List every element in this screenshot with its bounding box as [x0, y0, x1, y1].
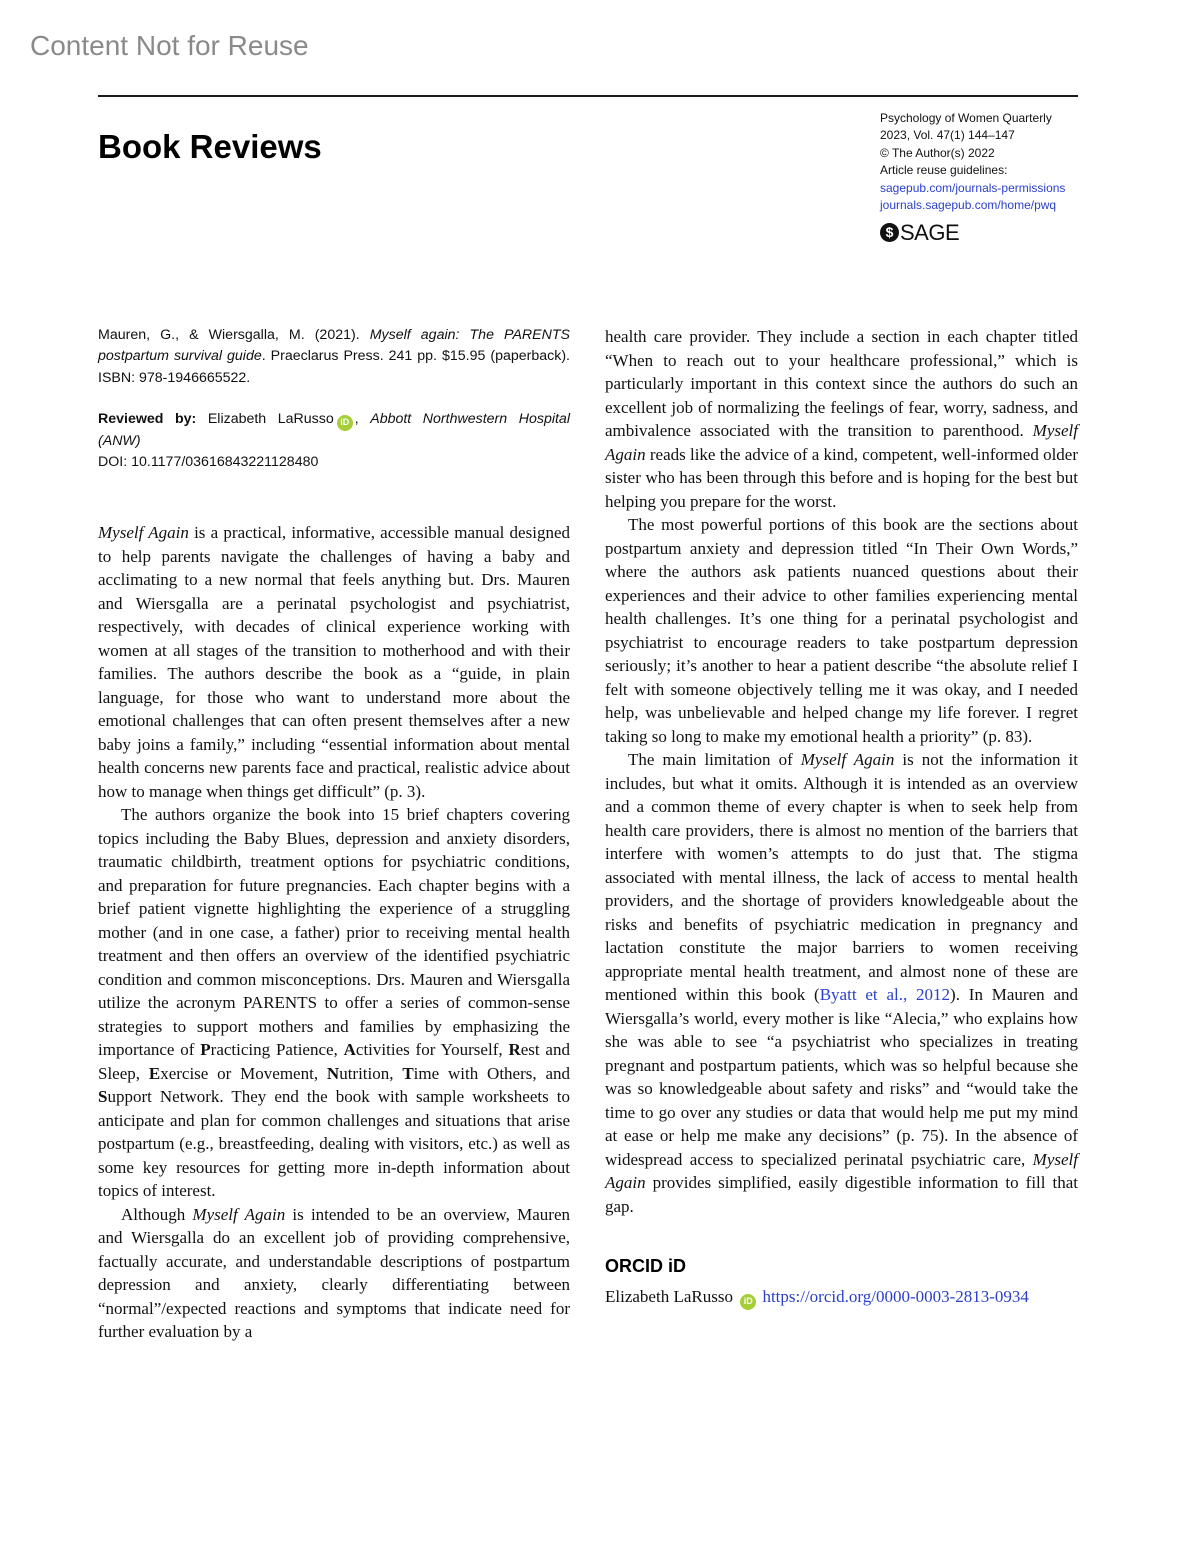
header-rule [98, 95, 1078, 97]
paragraph-5 [605, 748, 1078, 1218]
paragraph-1 [98, 521, 570, 803]
paragraph-3-pre: Although [121, 1204, 193, 1224]
acronym-letter: T [402, 1063, 414, 1083]
paragraph-2 [98, 803, 570, 1203]
citation-details: . Praeclarus Press. 241 pp. $15.95 (paperback). ISBN: 978-1946665522. [98, 348, 570, 386]
book-title-italic: Myself Again [800, 750, 895, 769]
reviewer-name: Elizabeth LaRusso [207, 410, 334, 427]
section-heading: Book Reviews [98, 128, 322, 165]
journal-link[interactable]: journals.sagepub.com/home/pwq [880, 198, 1057, 213]
paragraph-5-text: is not the information it includes, but what it omits. Although it is intended as an overview and a common theme of every chapter is when to seek help from health care providers, there is almost no mention of the barriers that interfere with women’s attempts to do just that. The stigma associated with mental illness, the lack of access to mental health providers, and the shortage of providers knowledgeable about the risks and benefits of psychiatric medication in pregnancy and lactation constitute the major barriers to women receiving appropriate mental health treatment, and almost none of these are mentioned within this book ( [605, 750, 1078, 1004]
journal-name: Psychology of Women Quarterly [880, 111, 1052, 125]
reference-link[interactable]: Byatt et al., 2012 [819, 985, 951, 1004]
acronym-word: xercise or Movement, [160, 1063, 327, 1083]
review-body-right [605, 325, 1078, 1218]
sage-wordmark: SAGE [900, 219, 960, 245]
orcid-icon[interactable]: iD [740, 1294, 756, 1310]
book-citation [98, 325, 570, 389]
reviewer-block: Reviewed by: Elizabeth LaRusso iD , Abbott Northwestern Hospital (ANW) DOI: 10.1177/03616843221128480 [98, 409, 570, 473]
orcid-link[interactable]: https://orcid.org/0000-0003-2813-0934 [762, 1287, 1029, 1306]
book-title-italic: Myself Again [98, 523, 189, 543]
acronym-letter: N [326, 1063, 340, 1083]
book-title-italic: Myself Again [605, 1149, 1078, 1192]
journal-info [880, 110, 1090, 244]
paragraph-4: The most powerful portions of this book are the sections about postpartum anxiety and depression titled “In Their Own Words,” where the authors ask patients nuanced questions about their experiences and their advice to other families experiencing mental health challenges. It’s one thing for a perinatal psychologist and psychiatrist to encourage readers to take postpartum depression seriously; it’s another to hear a patient describe “the absolute relief I felt with someone objectively telling me it was okay, and I needed help, was unbelievable and helped change my life forever. I regret taking so long to make my emotional health a priority” (p. 83). [605, 515, 1078, 746]
doi: DOI: 10.1177/03616843221128480 [98, 453, 319, 470]
acronym-word: racticing Patience, [210, 1040, 344, 1060]
paragraph-5-text-2: ). In Mauren and Wiersgalla’s world, every mother is like “Alecia,” who explains how she was able to see “a psychiatrist who specializes in treating pregnant and postpartum patients, which was so helpful because she was so knowledgeable about safety and risks” and “would take the time to go over any studies or data that would help me put my mind at ease or help me make any decisions” (p. 75). In the absence of widespread access to specialized perinatal psychiatric care, [605, 985, 1078, 1169]
citation-title: Myself again: The PARENTS postpartum survival guide [98, 327, 570, 365]
review-body-left [98, 521, 570, 1344]
paragraph-2-intro: The authors organize the book into 15 brief chapters covering topics including the Baby Blues, depression and anxiety disorders, traumatic childbirth, treatment options for psychiatric conditions, and preparation for future pregnancies. Each chapter begins with a brief patient vignette highlighting the experience of a struggling mother (and in one case, a father) prior to receiving mental health treatment and then offers an overview of the identified psychiatric condition and common misconceptions. Drs. Mauren and Wiersgalla utilize the acronym PARENTS to offer a series of common-sense strategies to support mothers and families by emphasizing the importance of [98, 805, 570, 1060]
reuse-link[interactable]: sagepub.com/journals-permissions [880, 180, 1066, 195]
paragraph-5-pre: The main limitation of [628, 750, 801, 769]
reuse-label: Article reuse guidelines: [880, 163, 1008, 178]
watermark: Content Not for Reuse [30, 30, 309, 61]
orcid-heading: ORCID iD [605, 1256, 686, 1276]
paragraph-3-continued [605, 325, 1078, 513]
book-title-italic: Myself Again [192, 1204, 286, 1224]
orcid-icon[interactable]: iD [337, 415, 353, 431]
copyright: © The Author(s) 2022 [880, 145, 995, 160]
acronym-letter: A [343, 1040, 356, 1060]
reviewer-affiliation: Abbott Northwestern Hospital (ANW) [98, 410, 570, 449]
acronym-word: ime with Others, and [413, 1063, 570, 1083]
acronym-letter: E [148, 1063, 161, 1083]
citation-authors: Mauren, G., & Wiersgalla, M. (2021). [98, 327, 370, 343]
paragraph-1-text: is a practical, informative, accessible manual designed to help parents navigate the challenges of having a baby and acclimating to a new normal that feels anything but. Drs. Mauren and Wiersgalla are a perinatal psychologist and psychiatrist, respectively, with decades of clinical experience working with women at all stages of the transition to motherhood and with their families. The authors describe the book as a “guide, in plain language, for those who want to understand more about the emotional challenges that can often present themselves after a new baby joins a family,” including “essential information about mental health concerns new parents face and practical, realistic advice about how to manage when things get difficult” (p. 3). [98, 523, 570, 801]
orcid-name: Elizabeth LaRusso [605, 1287, 733, 1306]
orcid-entry [605, 1285, 1078, 1310]
acronym-letter: P [200, 1040, 211, 1060]
sage-logo [880, 220, 1090, 244]
paragraph-3 [98, 1203, 570, 1344]
left-column [98, 325, 570, 1344]
paragraph-3-end: reads like the advice of a kind, competent, well-informed older sister who has been through this before and is hoping for the best but helping you prepare for the worst. [605, 444, 1079, 511]
paragraph-3-continued-text: health care provider. They include a section in each chapter titled “When to reach out to your healthcare professional,” which is particularly important in this context since the authors do such an excellent job of normalizing the feelings of fear, worry, sadness, and ambivalence associated with the transition to parenthood. [605, 327, 1078, 440]
acronym-word: upport Network. [107, 1087, 224, 1107]
acronym-letter: S [98, 1087, 108, 1107]
acronym-word: est and Sleep, [98, 1040, 570, 1083]
paragraph-3-text: is intended to be an overview, Mauren and Wiersgalla do an excellent job of providing comprehensive, factually accurate, and understandable descriptions of postpartum depression and anxiety, clearly differentiating between “normal”/expected reactions and symptoms that indicate need for further evaluation by a [98, 1204, 570, 1342]
paragraph-2-outro: They end the book with sample worksheets to anticipate and plan for common challenges and situations that arise postpartum (e.g., breastfeeding, dealing with visitors, etc.) as well as some key resources for getting more in-depth information about topics of interest. [98, 1087, 570, 1201]
journal-volume: 2023, Vol. 47(1) 144–147 [880, 128, 1015, 143]
acronym-word: ctivities for Yourself, [355, 1040, 509, 1060]
paragraph-5-end: provides simplified, easily digestible information to fill that gap. [605, 1173, 1078, 1216]
acronym-letter: R [508, 1040, 521, 1060]
book-title-italic: Myself Again [605, 421, 1078, 464]
acronym-word: utrition, [339, 1063, 403, 1083]
right-column [605, 325, 1078, 1310]
reviewer-label: Reviewed by: [98, 410, 197, 427]
sage-mark-icon: $ [880, 223, 899, 242]
